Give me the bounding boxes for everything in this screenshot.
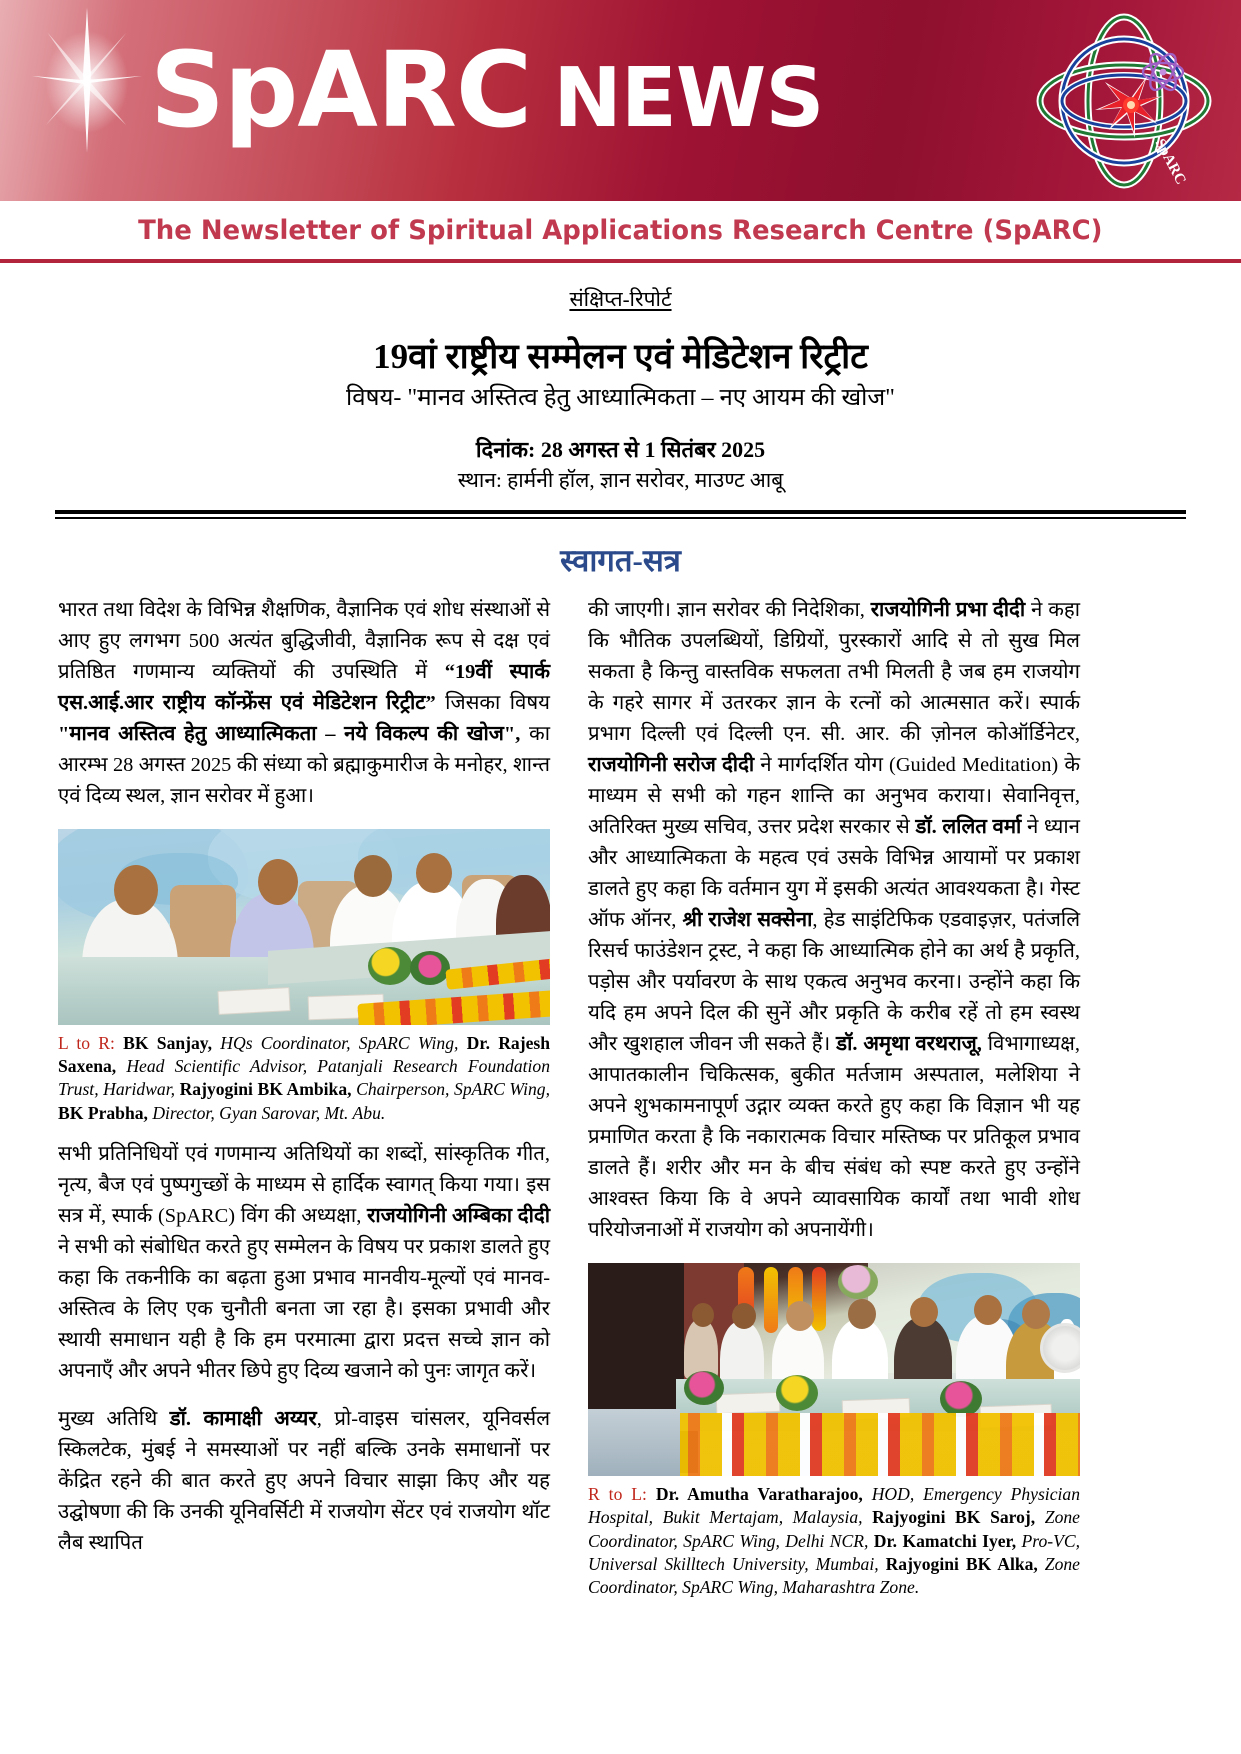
lp1-t1: भारत तथा विदेश के विभिन्न शैक्षणिक, वैज्ञानिक एवं शोध संस्थाओं से आए हुए लगभग 500 अत्यंत बुद्धिजीवी, वैज्ञानिक रूप से दक्ष एवं प्रतिष्ठित गणमान्य व्यक्तियों की उपस्थिति में (58, 598, 550, 683)
event-date: दिनांक: 28 अगस्त से 1 सितंबर 2025 (475, 436, 766, 462)
caption-right-b1: Dr. Amutha Varatharajoo, (646, 1484, 863, 1505)
rp1-b2: राजयोगिनी सरोज दीदी (588, 753, 755, 776)
caption-right-i2: Zone Coordinator, SpARC Wing, Delhi NCR, (588, 1507, 1080, 1551)
rp1-b4: श्री राजेश सक्सेना (682, 908, 813, 931)
lp3-b1: डॉ. कामाक्षी अय्यर (169, 1407, 317, 1430)
lp1-b1: “19वीं स्पार्क एस.आई.आर राष्ट्रीय कॉन्फ्रेंस एवं मेडिटेशन रिट्रीट” (58, 660, 550, 714)
newsletter-subtitle: The Newsletter of Spiritual Applications Research Centre (SpARC) (138, 214, 1103, 246)
caption-left-b4: BK Prabha, (58, 1102, 148, 1123)
caption-left-i2: Head Scientific Advisor, Patanjali Research Foundation Trust, Haridwar, (58, 1056, 550, 1100)
event-masthead (0, 263, 1241, 494)
banner-title-news: NEWS (553, 51, 824, 146)
sparkle-icon (28, 4, 146, 154)
left-paragraph-2 (58, 1139, 550, 1387)
lp1-t2: जिसका विषय (435, 691, 550, 714)
caption-right-i4: Zone Coordinator, SpARC Wing, Maharashtra Zone. (588, 1553, 1080, 1598)
right-paragraph-1 (588, 595, 1080, 1246)
masthead-divider (55, 510, 1186, 519)
caption-left-i4: Director, Gyan Sarovar, Mt. Abu. (147, 1102, 386, 1123)
event-title: 19वां राष्ट्रीय सम्मेलन एवं मेडिटेशन रिट्रीट (373, 337, 868, 376)
photo-caption-right (588, 1483, 1080, 1599)
sparc-logo (1035, 12, 1213, 190)
photo-caption-left (58, 1032, 550, 1125)
banner-title-sparc: SpARC (150, 29, 532, 151)
caption-left-b1: BK Sanjay, (114, 1032, 213, 1053)
left-column (58, 595, 550, 1559)
rp1-t1: की जाएगी। ज्ञान सरोवर की निदेशिका, (588, 598, 871, 621)
caption-right-b2: Rajyogini BK Saroj, (872, 1507, 1036, 1528)
right-column (588, 595, 1080, 1613)
lp1-t3: का आरम्भ 28 अगस्त 2025 की संध्या को ब्रह्माकुमारीज के मनोहर, शान्त एवं दिव्य स्थल, ज्ञान सरोवर में हुआ। (58, 722, 550, 807)
caption-left-lead: L to R: (58, 1032, 115, 1053)
rp1-b3: डॉ. ललित वर्मा (915, 815, 1022, 838)
caption-left-i3: Chairperson, SpARC Wing, (351, 1079, 550, 1100)
banner-title (150, 29, 824, 151)
rp1-b5: डॉ. अमृथा वरथराजू, (836, 1033, 982, 1056)
logo-wordmark: SpARC (1151, 136, 1189, 188)
conference-dais-photo-right (588, 1263, 1080, 1476)
rp1-b1: राजयोगिनी प्रभा दीदी (870, 598, 1026, 621)
left-paragraph-3 (58, 1404, 550, 1559)
left-paragraph-1 (58, 595, 550, 812)
caption-right-b4: Rajyogini BK Alka, (878, 1553, 1038, 1574)
lp3-t2: , प्रो-वाइस चांसलर, यूनिवर्सल स्किलटेक, मुंबई ने समस्याओं पर नहीं बल्कि उनके समाधानों पर केंद्रित रहने की बात करते हुए अपने विचार साझा किए और यह उद्घोषणा की कि उनकी यूनिवर्सिटी में राजयोग सेंटर एवं राजयोग थॉट लैब स्थापित (58, 1407, 551, 1554)
caption-right-i1: HOD, Emergency Physician Hospital, Bukit Mertajam, Malaysia, (588, 1484, 1080, 1528)
caption-left-b3: Rajyogini BK Ambika, (175, 1079, 352, 1100)
caption-left-b2: Dr. Rajesh Saxena, (58, 1032, 551, 1077)
lp2-t1: सभी प्रतिनिधियों एवं गणमान्य अतिथियों का शब्दों, सांस्कृतिक गीत, नृत्य, बैज एवं पुष्पगुच्छों के माध्यम से हार्दिक स्वागत् किया गया। इस सत्र में, स्पार्क (SpARC) विंग की अध्यक्षा, (58, 1142, 550, 1227)
newsletter-subtitle-bar (0, 201, 1241, 263)
rp1-t6: विभागाध्यक्ष, आपातकालीन चिकित्सक, बुकीत मर्तजाम अस्पताल, मलेशिया ने अपने शुभकामनापूर्ण उद्गार व्यक्त करते हुए कहा कि विज्ञान भी यह प्रमाणित करता है कि नकारात्मक विचार मस्तिष्क पर प्रतिकूल प्रभाव डालते हैं। शरीर और मन के बीच संबंध को स्पष्ट करते हुए उन्होंने आश्वस्त किया कि वे अपने व्यावसायिक कार्यों तथा भावी शोध परियोजनाओं में राजयोग को अपनायेंगी। (588, 1033, 1080, 1242)
article-columns (0, 595, 1241, 1613)
caption-right-b3: Dr. Kamatchi Iyer, (868, 1530, 1017, 1551)
lp2-b1: राजयोगिनी अम्बिका दीदी (367, 1204, 551, 1227)
rp1-t4: ने ध्यान और आध्यात्मिकता के महत्व एवं उसके विभिन्न आयामों पर प्रकाश डालते हुए कहा कि वर्तमान युग में इसकी अत्यंत आवश्यकता है। गेस्ट ऑफ ऑनर, (588, 815, 1080, 931)
lp1-b2: "मानव अस्तित्व हेतु आध्यात्मिकता – नये विकल्प की खोज", (58, 722, 521, 745)
event-venue: स्थान: हार्मनी हॉल, ज्ञान सरोवर, माउण्ट आबू (457, 467, 784, 492)
report-kicker: संक्षिप्त-रिपोर्ट (569, 287, 672, 311)
caption-left-i1: HQs Coordinator, SpARC Wing, (212, 1032, 459, 1053)
caption-right-i3: Pro-VC, Universal Skilltech University, Mumbai, (588, 1530, 1080, 1574)
rp1-t5: , हेड साइंटिफिक एडवाइज़र, पतंजलि रिसर्च फाउंडेशन ट्रस्ट, ने कहा कि आध्यात्मिक होने का अर्थ है प्रकृति, पड़ोस और पर्यावरण के साथ एकत्व अनुभव करना। उन्होंने कहा कि यदि हम अपने दिल की सुनें और प्रकृति के करीब रहें तो हम स्वस्थ और खुशहाल जीवन जी सकते हैं। (588, 908, 1081, 1056)
rp1-t2: ने कहा कि भौतिक उपलब्धियों, डिग्रियों, पुरस्कारों आदि से तो सुख मिल सकता है किन्तु वास्तविक सफलता तभी मिलती है जब हम राजयोग के गहरे सागर में उतरकर ज्ञान के रत्नों को आत्मसात करें। स्पार्क प्रभाग दिल्ली एवं दिल्ली एन. सी. आर. की ज़ोनल कोऑर्डिनेटर, (588, 598, 1080, 745)
rp1-t3: ने मार्गदर्शित योग (Guided Meditation) के माध्यम से सभी को गहन शान्ति का अनुभव कराया। सेवानिवृत्त, अतिरिक्त मुख्य सचिव, उत्तर प्रदेश सरकार से (588, 753, 1080, 838)
event-theme: विषय- "मानव अस्तित्व हेतु आध्यात्मिकता – नए आयम की खोज" (346, 384, 895, 411)
lp2-t2: ने सभी को संबोधित करते हुए सम्मेलन के विषय पर प्रकाश डालते हुए कहा कि तकनीकि का बढ़ता हुआ प्रभाव मानवीय-मूल्यों एवं मानव-अस्तित्व के लिए एक चुनौती बनता जा रहा है। इसका प्रभावी और स्थायी समाधान यही है कि हम परमात्मा द्वारा प्रदत्त सच्चे ज्ञान को अपनाएँ और अपने भीतर छिपे हुए दिव्य खजाने को पुनः जागृत करें। (58, 1235, 550, 1382)
masthead-banner (0, 0, 1241, 201)
conference-dais-photo-left (58, 829, 550, 1025)
lp3-t1: मुख्य अतिथि (58, 1407, 170, 1430)
caption-right-lead: R to L: (588, 1484, 647, 1505)
section-heading: स्वागत-सत्र (560, 542, 681, 578)
